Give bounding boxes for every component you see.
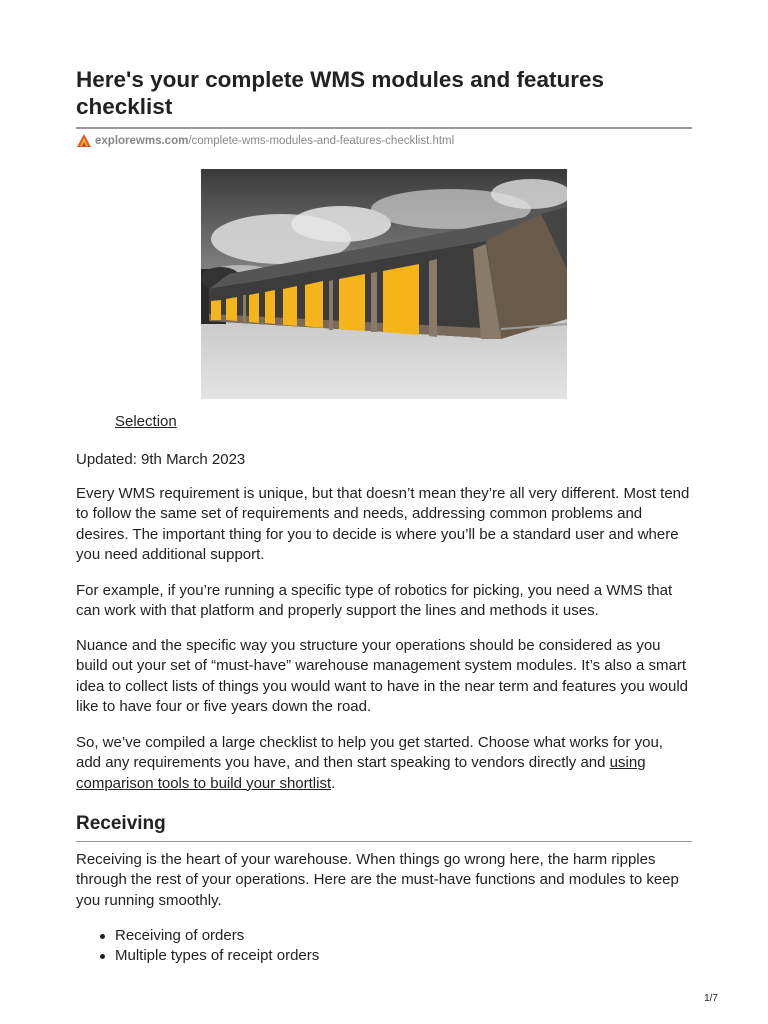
warehouse-photo: [201, 169, 567, 399]
paragraph-text: So, we’ve compiled a large checklist to help you get started. Choose what works for you, add any requirements you have, and then start speaking to vendors directly and: [76, 734, 663, 772]
list-item: Receiving of orders: [76, 926, 319, 946]
comparison-tools-link[interactable]: using comparison tools to build your shortlist: [76, 754, 646, 792]
list-item: Multiple types of receipt orders: [76, 946, 319, 966]
source-url[interactable]: [76, 133, 454, 149]
section-intro: Receiving is the heart of your warehouse. When things go wrong here, the harm ripples through the rest of your operations. Here are the must-have functions and modules to keep you running smoothly.: [76, 851, 679, 909]
paragraph-text: .: [331, 774, 336, 792]
title-divider: [76, 127, 692, 129]
source-path: /complete-wms-modules-and-features-checklist.html: [188, 135, 455, 147]
section-divider: [76, 841, 692, 842]
updated-date: Updated: 9th March 2023: [76, 451, 246, 468]
image-caption-link[interactable]: Selection: [115, 413, 177, 430]
paragraph: For example, if you’re running a specific type of robotics for picking, you need a WMS that can work with that platform and properly support the lines and methods it uses.: [76, 582, 673, 620]
paragraph: [76, 733, 692, 794]
section-heading: Receiving: [76, 813, 166, 834]
receiving-list: [76, 926, 319, 966]
paragraph: Nuance and the specific way you structure your operations should be considered as you build out your set of “must-have” warehouse management system modules. It’s also a smart idea to collect lists of things you would want to have in the near term and features you would like to have four or five years down the road.: [76, 637, 689, 715]
page-title: Here's your complete WMS modules and features checklist: [76, 67, 604, 119]
paragraph: Every WMS requirement is unique, but that doesn’t mean they’re all very different. Most tend to follow the same set of requirements and needs, addressing common problems and desires. The important thing for you to decide is where you’ll be a standard user and where you need additional support.: [76, 485, 690, 563]
page-number: 1/7: [704, 993, 718, 1004]
source-domain: explorewms.com: [95, 135, 189, 147]
explorewms-logo-icon: [76, 133, 92, 149]
